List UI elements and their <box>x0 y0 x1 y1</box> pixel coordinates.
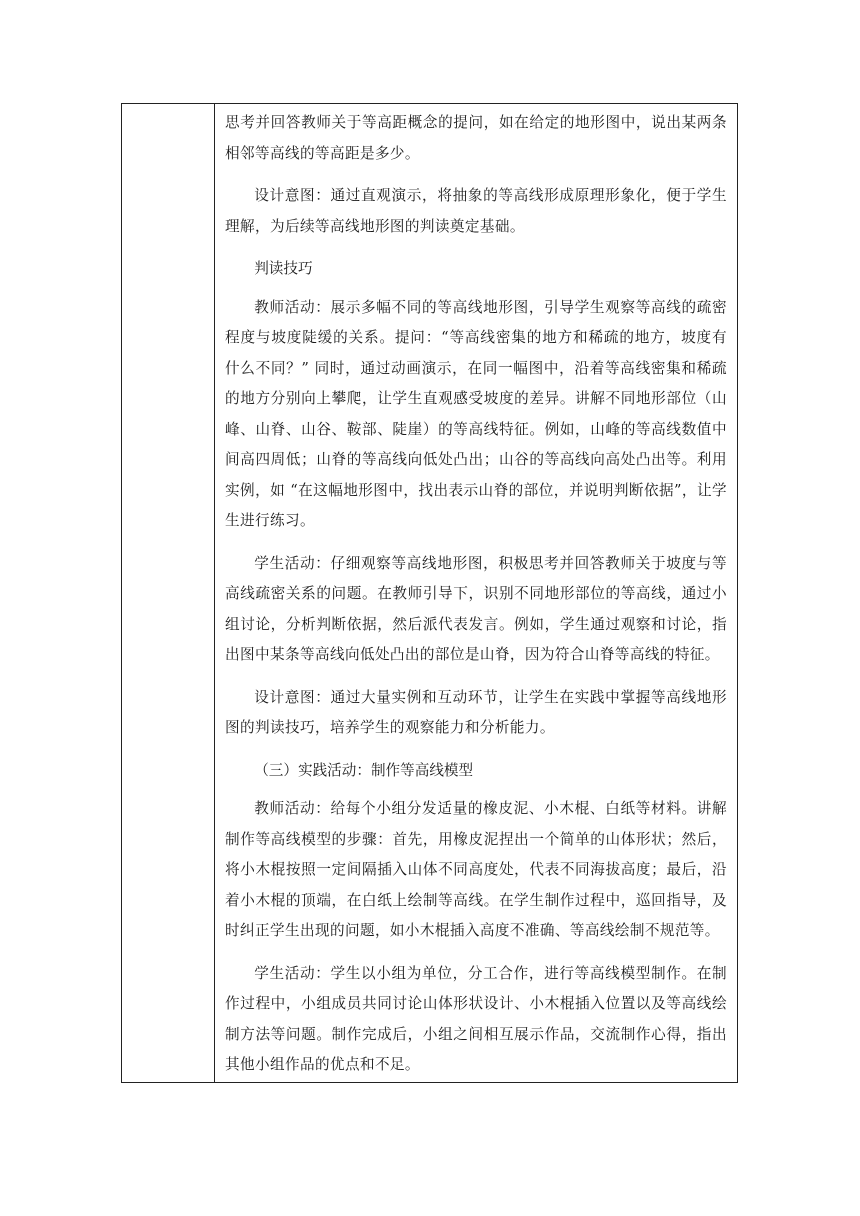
paragraph-student-answer: 思考并回答教师关于等高距概念的提问，如在给定的地形图中，说出某两条相邻等高线的等高距是多少。 <box>225 114 727 162</box>
lesson-table <box>121 103 738 1083</box>
section-heading-reading-skills: 判读技巧 <box>254 260 313 277</box>
paragraph-teacher-activity-2: 教师活动：给每个小组分发适量的橡皮泥、小木棍、白纸等材料。讲解制作等高线模型的步骤：首先，用橡皮泥捏出一个简单的山体形状；然后，将小木棍按照一定间隔插入山体不同高度处，代表不同海拔高度；最后，沿着小木棍的顶端，在白纸上绘制等高线。在学生制作过程中，巡回指导，及时纠正学生出现的问题，如小木棍插入高度不准确、等高线绘制不规范等。 <box>225 800 727 939</box>
paragraph-student-activity-1: 学生活动：仔细观察等高线地形图，积极思考并回答教师关于坡度与等高线疏密关系的问题。在教师引导下，识别不同地形部位的等高线，通过小组讨论，分析判断依据，然后派代表发言。例如，学生通过观察和讨论，指出图中某条等高线向低处凸出的部位是山脊，因为符合山脊等高线的特征。 <box>225 554 727 663</box>
paragraph-teacher-activity-1: 教师活动：展示多幅不同的等高线地形图，引导学生观察等高线的疏密程度与坡度陡缓的关系。提问：“等高线密集的地方和稀疏的地方，坡度有什么不同？” 同时，通过动画演示，在同一幅图中，沿着等高线密集和稀疏的地方分别向上攀爬，让学生直观感受坡度的差异。讲解不同地形部位（山峰、山脊、山谷、鞍部、陡崖）的等高线特征。例如，山峰的等高线数值中间高四周低；山脊的等高线向低处凸出；山谷的等高线向高处凸出等。利用实例，如 “在这幅地形图中，找出表示山脊的部位，并说明判断依据”，让学生进行练习。 <box>225 298 727 529</box>
paragraph-student-activity-2: 学生活动：学生以小组为单位，分工合作，进行等高线模型制作。在制作过程中，小组成员共同讨论山体形状设计、小木棍插入位置以及等高线绘制方法等问题。制作完成后，小组之间相互展示作品，交流制作心得，指出其他小组作品的优点和不足。 <box>225 964 727 1073</box>
section-heading-practice: （三）实践活动：制作等高线模型 <box>254 761 474 779</box>
table-left-cell <box>122 104 215 1082</box>
paragraph-design-intent-2: 设计意图：通过大量实例和互动环节，让学生在实践中掌握等高线地形图的判读技巧，培养学生的观察能力和分析能力。 <box>225 688 727 736</box>
table-content-cell <box>215 104 737 1082</box>
paragraph-design-intent-1: 设计意图：通过直观演示，将抽象的等高线形成原理形象化，便于学生理解，为后续等高线地形图的判读奠定基础。 <box>225 187 727 235</box>
